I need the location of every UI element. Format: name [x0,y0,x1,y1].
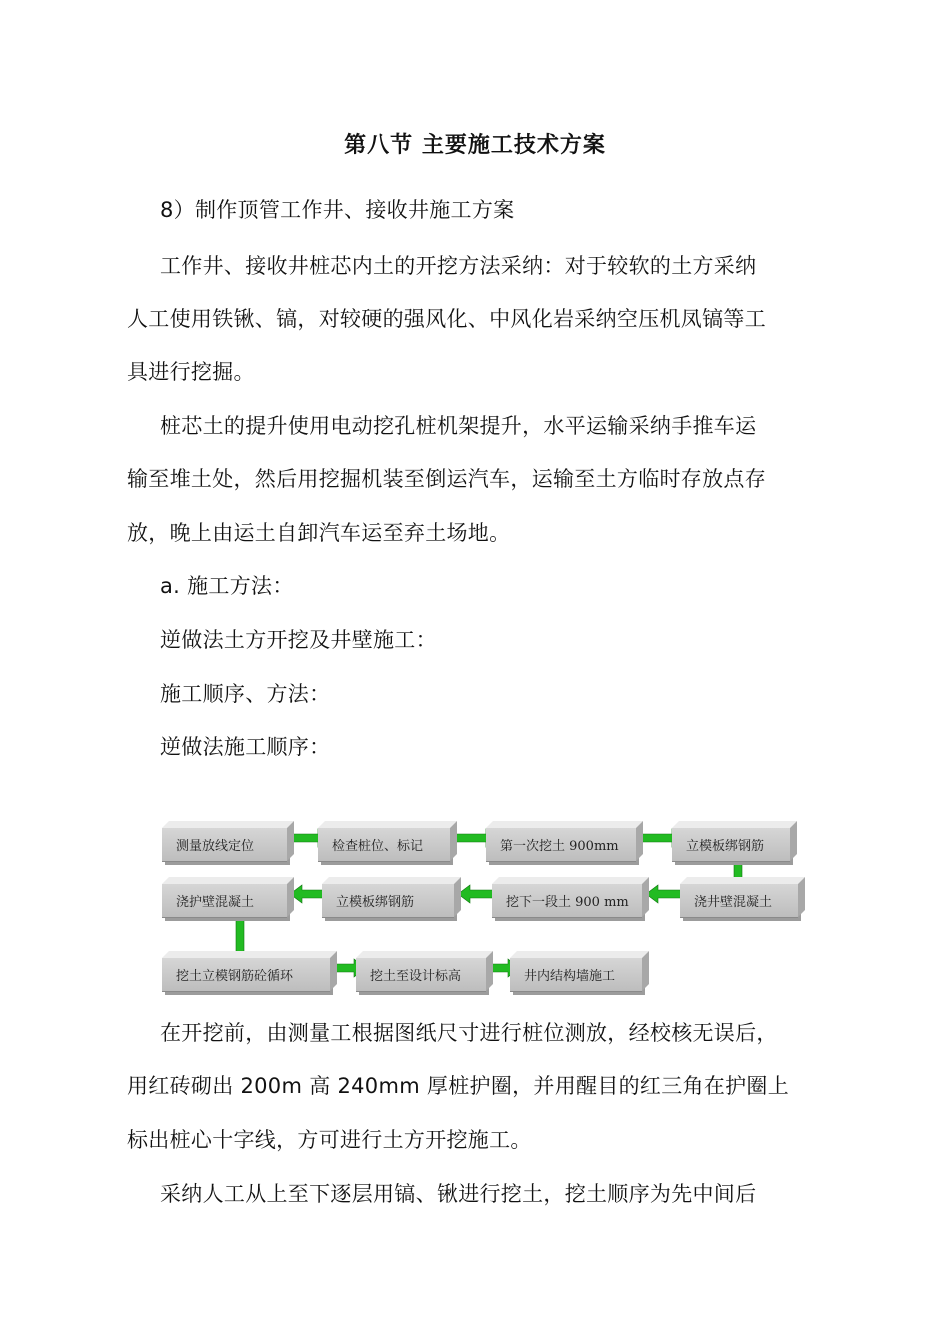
flow-step-9: 挖土立模钢筋砼循环 [162,958,330,992]
paragraph-line: 标出桩心十字线，方可进行土方开挖施工。 [127,1128,532,1152]
flow-step-6: 挖下一段土 900 mm [492,884,642,918]
paragraph-line: 输至堆土处，然后用挖掘机装至倒运汽车，运输至土方临时存放点存 [127,467,766,491]
subheading: a. 施工方法： [160,574,294,598]
flow-step-2: 检查桩位、标记 [318,828,450,862]
flow-step-11: 井内结构墙施工 [510,958,642,992]
paragraph-line: 用红砖砌出 200m 高 240mm 厚桩护圈，并用醒目的红三角在护圈上 [127,1074,790,1098]
subheading: 逆做法土方开挖及井壁施工： [160,628,437,652]
flow-step-7: 立模板绑钢筋 [322,884,454,918]
paragraph-line: 人工使用铁锹、镐，对较硬的强风化、中风化岩采纳空压机凤镐等工 [127,307,766,331]
paragraph-line: 具进行挖掘。 [127,360,255,384]
paragraph-line: 桩芯土的提升使用电动挖孔桩机架提升，水平运输采纳手推车运 [160,414,757,438]
section-heading: 8）制作顶管工作井、接收井施工方案 [160,198,515,222]
paragraph-line: 放，晚上由运土自卸汽车运至弃土场地。 [127,521,511,545]
paragraph-line: 工作井、接收井桩芯内土的开挖方法采纳：对于较软的土方采纳 [160,254,757,278]
subheading: 施工顺序、方法： [160,682,331,706]
flow-step-3: 第一次挖土 900mm [486,828,636,862]
paragraph-line: 在开挖前，由测量工根据图纸尺寸进行桩位测放，经校核无误后， [160,1021,778,1045]
flow-step-10: 挖土至设计标高 [356,958,486,992]
paragraph-line: 采纳人工从上至下逐层用镐、锹进行挖土，挖土顺序为先中间后 [160,1182,757,1206]
flow-step-4: 立模板绑钢筋 [672,828,790,862]
flow-step-5: 浇井壁混凝土 [680,884,798,918]
flow-step-8: 浇护壁混凝土 [162,884,287,918]
flow-step-1: 测量放线定位 [162,828,287,862]
subheading: 逆做法施工顺序： [160,735,331,759]
page-title: 第八节 主要施工技术方案 [344,133,606,158]
